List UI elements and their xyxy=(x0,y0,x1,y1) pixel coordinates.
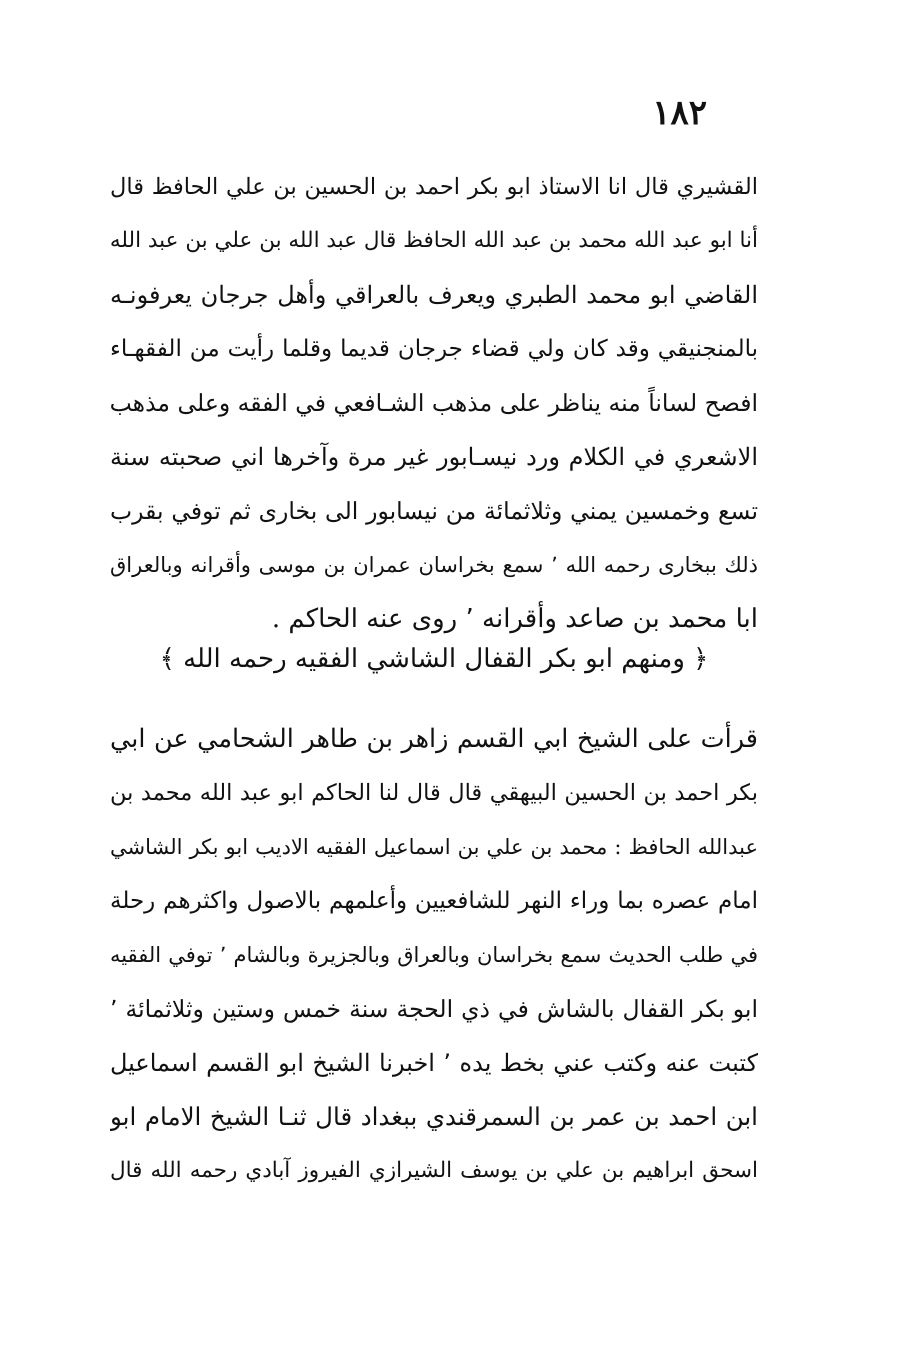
text-line: كتبت عنه وكتب عني بخط يده ٬ اخبرنا الشيخ ابو القسم اسماعيل xyxy=(110,1049,758,1077)
text-line: القشيري قال انا الاستاذ ابو بكر احمد بن الحسين بن علي الحافظ قال xyxy=(110,174,758,200)
text-line: ابا محمد بن صاعد وأقرانه ٬ روى عنه الحاكم . xyxy=(271,604,758,634)
text-line: امام عصره بما وراء النهر للشافعيين وأعلمهم بالاصول واكثرهم رحلة xyxy=(110,888,758,914)
text-line: ابن احمد بن عمر بن السمرقندي ببغداد قال ثنـا الشيخ الامام ابو xyxy=(110,1102,758,1131)
text-line: القاضي ابو محمد الطبري ويعرف بالعراقي وأهل جرجان يعرفونـه xyxy=(110,281,758,309)
text-line: ذلك ببخارى رحمه الله ٬ سمع بخراسان عمران بن موسى وأقرانه وبالعراق xyxy=(110,553,758,577)
text-line: اسحق ابراهيم بن علي بن يوسف الشيرازي الفيروز آبادي رحمه الله قال xyxy=(110,1158,758,1183)
text-line: الاشعري في الكلام ورد نيسـابور غير مرة وآخرها اني صحبته سنة xyxy=(110,443,758,471)
paragraph-1 xyxy=(110,160,758,646)
paragraph-2 xyxy=(110,712,758,1198)
section-heading: ﴿ ومنهم ابو بكر القفال الشاشي الفقيه رحمه الله ﴾ xyxy=(159,644,709,674)
text-line: افصح لساناً منه يناظر على مذهب الشـافعي في الفقه وعلى مذهب xyxy=(110,389,758,417)
page-number: ١٨٢ xyxy=(652,93,707,133)
text-line: عبدالله الحافظ : محمد بن علي بن اسماعيل الفقيه الاديب ابو بكر الشاشي xyxy=(110,835,758,859)
text-line: بالمنجنيقي وقد كان ولي قضاء جرجان قديما وقلما رأيت من الفقهـاء xyxy=(110,336,758,362)
text-line: بكر احمد بن الحسين البيهقي قال قال لنا الحاكم ابو عبد الله محمد بن xyxy=(110,780,758,806)
text-line: أنا ابو عبد الله محمد بن عبد الله الحافظ قال عبد الله بن علي بن عبد الله xyxy=(110,228,758,253)
text-line: تسع وخمسين يمني وثلاثمائة من نيسابور الى بخارى ثم توفي بقرب xyxy=(110,497,758,525)
text-line: ابو بكر القفال بالشاش في ذي الحجة سنة خمس وستين وثلاثمائة ٬ xyxy=(110,995,758,1023)
text-line: قرأت على الشيخ ابي القسم زاهر بن طاهر الشحامي عن ابي xyxy=(110,724,758,754)
text-line: في طلب الحديث سمع بخراسان وبالعراق وبالجزيرة وبالشام ٬ توفي الفقيه xyxy=(110,943,758,967)
